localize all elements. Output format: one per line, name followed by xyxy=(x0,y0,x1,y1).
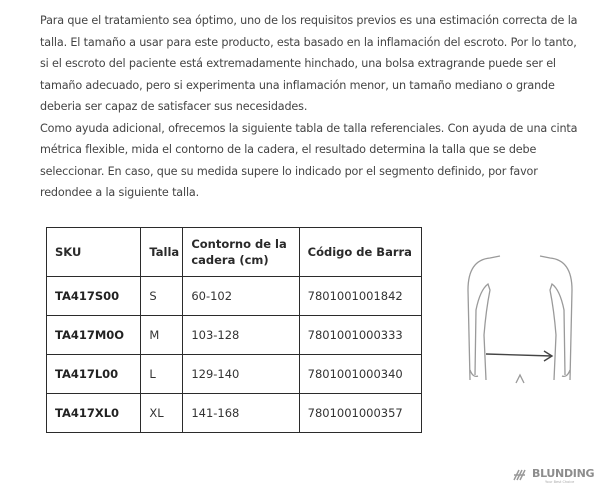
cell-codigo: 7801001000357 xyxy=(299,394,421,433)
header-codigo: Código de Barra xyxy=(299,228,421,277)
cell-talla: M xyxy=(141,316,183,355)
table-row xyxy=(47,316,422,355)
table-row xyxy=(47,355,422,394)
header-sku: SKU xyxy=(47,228,141,277)
intro-paragraph-2: Como ayuda adicional, ofrecemos la siguiente tabla de talla referenciales. Con ayuda de una cinta métrica flexible, mida el contorno de la cadera, el resultado determina la talla que se debe seleccionar. En caso, que su medida supere lo indicado por el segmento definido, por favor redondee a la siguiente talla. xyxy=(40,121,578,199)
hip-measurement-icon xyxy=(460,250,580,385)
cell-sku: TA417M0O xyxy=(47,316,141,355)
cell-contorno: 129-140 xyxy=(183,355,299,394)
table-header-row xyxy=(47,228,422,277)
cell-codigo: 7801001000340 xyxy=(299,355,421,394)
cell-talla: L xyxy=(141,355,183,394)
table-row xyxy=(47,394,422,433)
table-row xyxy=(47,277,422,316)
header-talla: Talla xyxy=(141,228,183,277)
header-contorno: Contorno de la cadera (cm) xyxy=(183,228,299,277)
brand-mark-icon xyxy=(512,468,530,482)
cell-contorno: 141-168 xyxy=(183,394,299,433)
cell-contorno: 60-102 xyxy=(183,277,299,316)
cell-codigo: 7801001000333 xyxy=(299,316,421,355)
cell-talla: S xyxy=(141,277,183,316)
intro-paragraph-1: Para que el tratamiento sea óptimo, uno de los requisitos previos es una estimación correcta de la talla. El tamaño a usar para este producto, esta basado en la inflamación del escroto. Por lo tanto, si el escroto del paciente está extremadamente hinchado, una bolsa extragrande puede ser el tamaño adecuado, pero si experimenta una inflamación menor, un tamaño mediano o grande deberia ser capaz de satisfacer sus necesidades. xyxy=(40,14,578,113)
cell-sku: TA417L00 xyxy=(47,355,141,394)
cell-sku: TA417S00 xyxy=(47,277,141,316)
cell-contorno: 103-128 xyxy=(183,316,299,355)
size-table xyxy=(46,227,422,433)
cell-sku: TA417XL0 xyxy=(47,394,141,433)
brand-logo xyxy=(512,467,597,487)
brand-tagline: Your Best Choice xyxy=(545,480,575,484)
cell-talla: XL xyxy=(141,394,183,433)
brand-name: BLUNDING xyxy=(532,467,595,480)
cell-codigo: 7801001001842 xyxy=(299,277,421,316)
intro-text xyxy=(40,10,585,204)
